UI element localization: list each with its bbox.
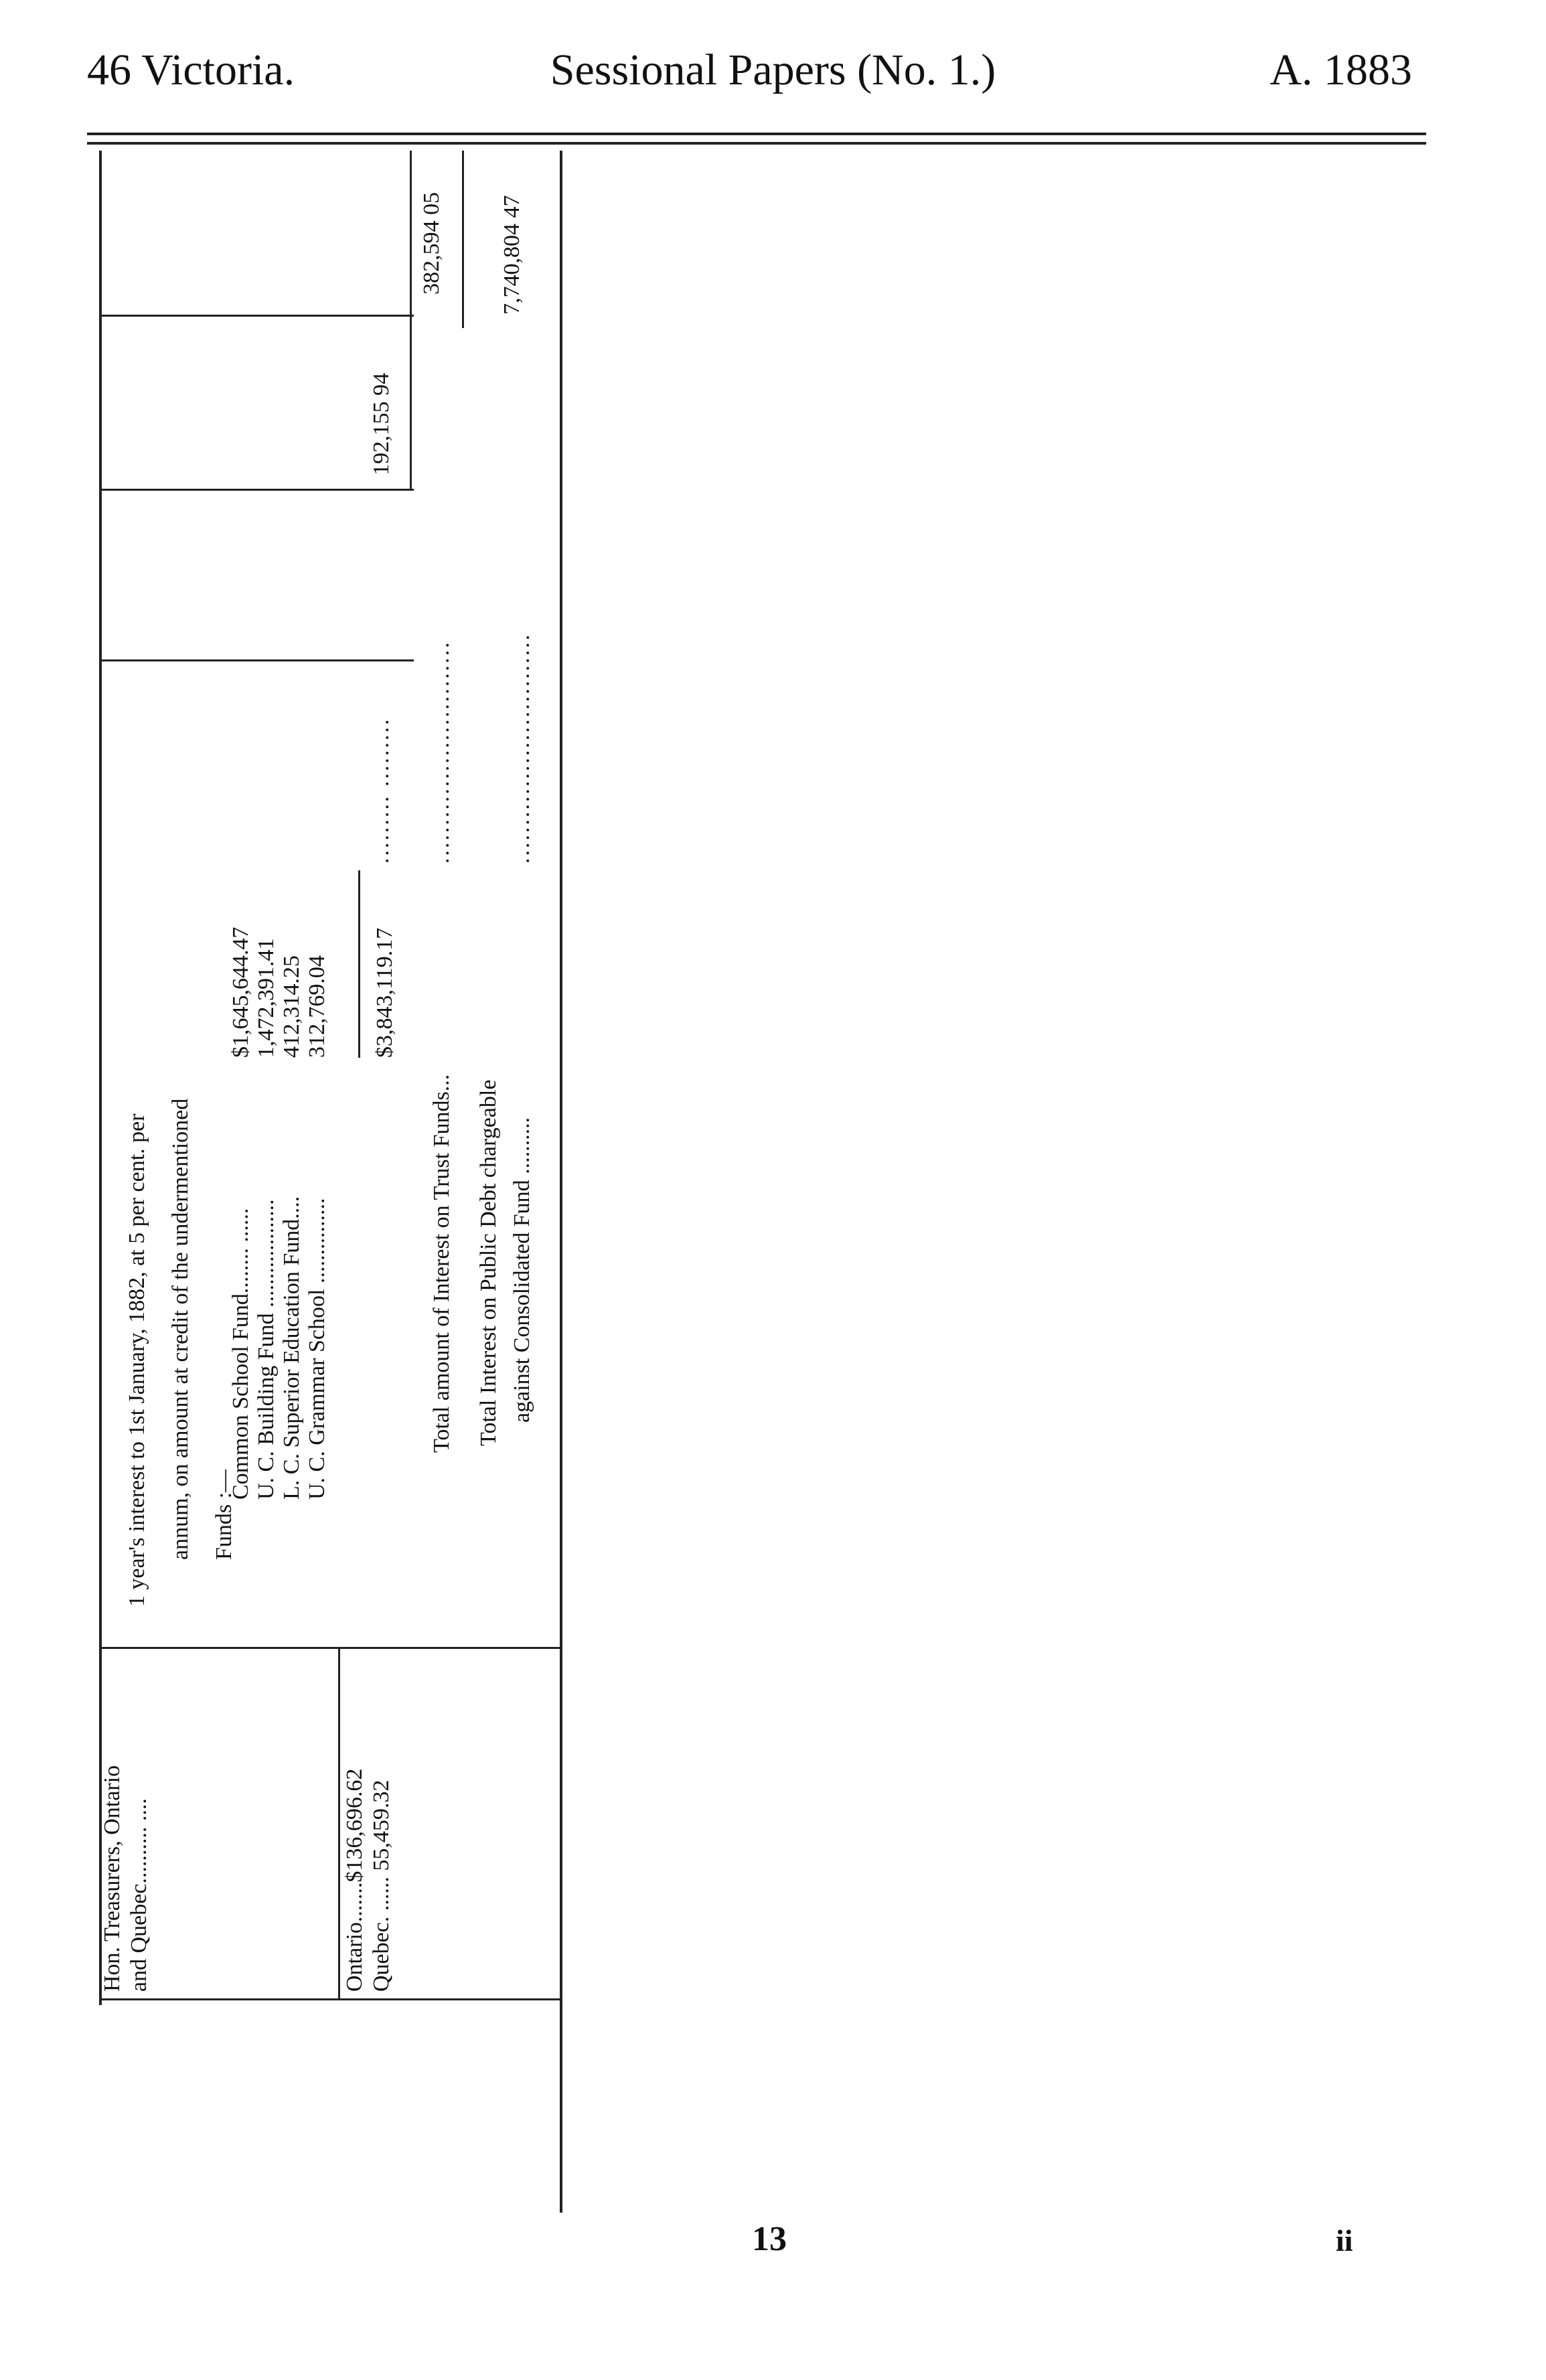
trust-total-value: 382,594 05 [419,192,444,295]
header-title: Sessional Papers (No. 1.) [550,46,996,94]
trust-total-leader: ............................. [429,640,454,864]
row1-amount: 192,155 94 [369,373,394,475]
fund-amount: 312,769.04 [305,955,329,1058]
public-debt-line-1: Total Interest on Public Debt chargeable [476,1079,501,1446]
public-debt-value: 7,740,804 47 [499,195,524,315]
row-divider [462,151,464,328]
header-rule-top [87,133,1426,135]
description-line-2: annum, on amount at credit of the undermentioned [168,1098,193,1560]
fund-amount: 1,472,391.41 [254,938,279,1058]
table-right-border [560,151,562,2213]
row-divider [410,151,412,328]
row1-leader: ......... ......... [369,717,394,864]
column-divider [99,659,414,661]
funds-total: $3,843,119.17 [372,927,397,1058]
header-left: 46 Victoria. [87,46,295,94]
signature-mark: ii [1336,2223,1353,2257]
fund-name: U. C. Grammar School ............... [305,1198,329,1500]
public-debt-leader: .............................. [510,633,534,864]
payee-ontario: Ontario.......$136,696.62 [342,1768,367,1992]
column-divider [99,489,414,491]
fund-name: L. C. Superior Education Fund.... [279,1196,304,1500]
fund-name: U. C. Building Fund ................... [254,1199,279,1500]
fund-amount: $1,645,644.47 [228,927,253,1058]
description-line-3: Funds :— [212,1469,236,1560]
public-debt-line-2: against Consolidated Fund .......... [510,1117,534,1423]
fund-amount: 412,314.25 [279,955,304,1058]
table-left-border [99,151,102,2005]
column-divider [99,315,414,317]
header-right: A. 1883 [1269,46,1412,94]
header-rule-bottom [87,142,1426,145]
payee-line-1: Hon. Treasurers, Ontario [100,1765,125,1992]
payee-quebec: Quebec. ...... 55,459.32 [369,1779,394,1992]
fund-name: Common School Fund........ ...... [228,1208,253,1500]
column-divider [99,1647,561,1649]
payee-line-2: and Quebec.......... .... [127,1798,151,1992]
row-divider [410,328,412,489]
description-line-1: 1 year's interest to 1st January, 1882, at 5 per cent. per [125,1113,149,1607]
table-bottom-border [99,1998,561,2000]
trust-total-label: Total amount of Interest on Trust Funds... [429,1074,454,1453]
payee-subtotal-rule [338,1647,340,1998]
subtotal-rule [358,870,360,1058]
page-number: 13 [752,2220,787,2258]
